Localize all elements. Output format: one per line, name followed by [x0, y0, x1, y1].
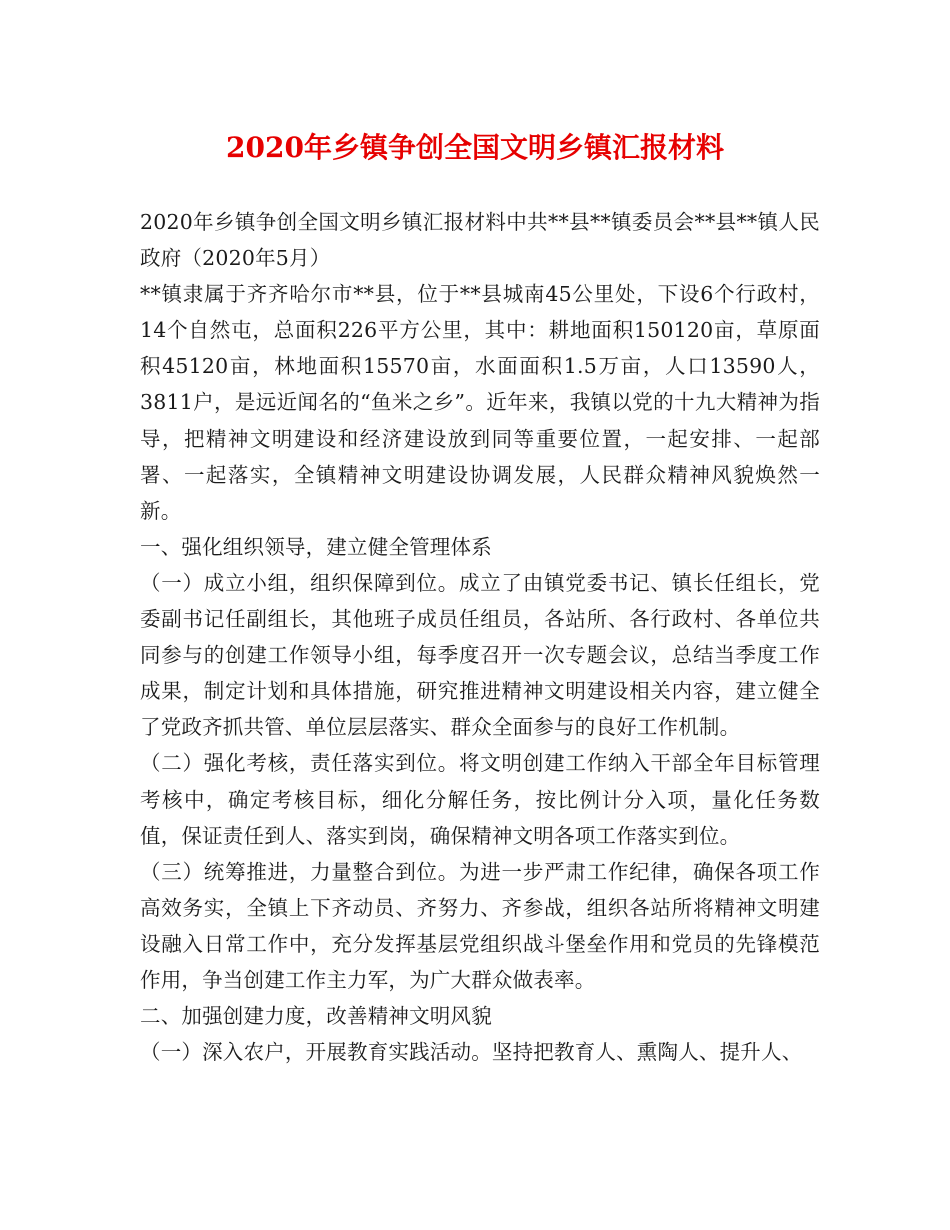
- paragraph-intro: 2020年乡镇争创全国文明乡镇汇报材料中共**县**镇委员会**县**镇人民政府（2020年5月）: [140, 210, 820, 271]
- document-body: [140, 204, 820, 1070]
- paragraph-overview: **镇隶属于齐齐哈尔市**县，位于**县城南45公里处，下设6个行政村，14个自然屯，总面积226平方公里，其中：耕地面积150120亩，草原面积45120亩，林地面积15570亩，水面面积1.5万亩，人口13590人，3811户，是远近闻名的“鱼米之乡”。近年来，我镇以党的十九大精神为指导，把精神文明建设和经济建设放到同等重要位置，一起安排、一起部署、一起落实，全镇精神文明建设协调发展，人民群众精神风貌焕然一新。: [140, 282, 820, 523]
- section-heading-2: 二、加强创建力度，改善精神文明风貌: [140, 1004, 492, 1029]
- paragraph-1-2: （二）强化考核，责任落实到位。将文明创建工作纳入干部全年目标管理考核中，确定考核目标，细化分解任务，按比例计分入项，量化任务数值，保证责任到人、落实到岗，确保精神文明各项工作落实到位。: [140, 751, 820, 848]
- paragraph-1-3: （三）统筹推进，力量整合到位。为进一步严肃工作纪律，确保各项工作高效务实，全镇上下齐动员、齐努力、齐参战，组织各站所将精神文明建设融入日常工作中，充分发挥基层党组织战斗堡垒作用和党员的先锋模范作用，争当创建工作主力军，为广大群众做表率。: [140, 859, 820, 992]
- paragraph-2-1: （一）深入农户，开展教育实践活动。坚持把教育人、熏陶人、提升人、: [140, 1040, 803, 1065]
- section-heading-1: 一、强化组织领导，建立健全管理体系: [140, 534, 492, 559]
- paragraph-1-1: （一）成立小组，组织保障到位。成立了由镇党委书记、镇长任组长，党委副书记任副组长，其他班子成员任组员，各站所、各行政村、各单位共同参与的创建工作领导小组，每季度召开一次专题会议，总结当季度工作成果，制定计划和具体措施，研究推进精神文明建设相关内容，建立健全了党政齐抓共管、单位层层落实、群众全面参与的良好工作机制。: [140, 570, 820, 740]
- document-title: 2020年乡镇争创全国文明乡镇汇报材料: [226, 131, 724, 164]
